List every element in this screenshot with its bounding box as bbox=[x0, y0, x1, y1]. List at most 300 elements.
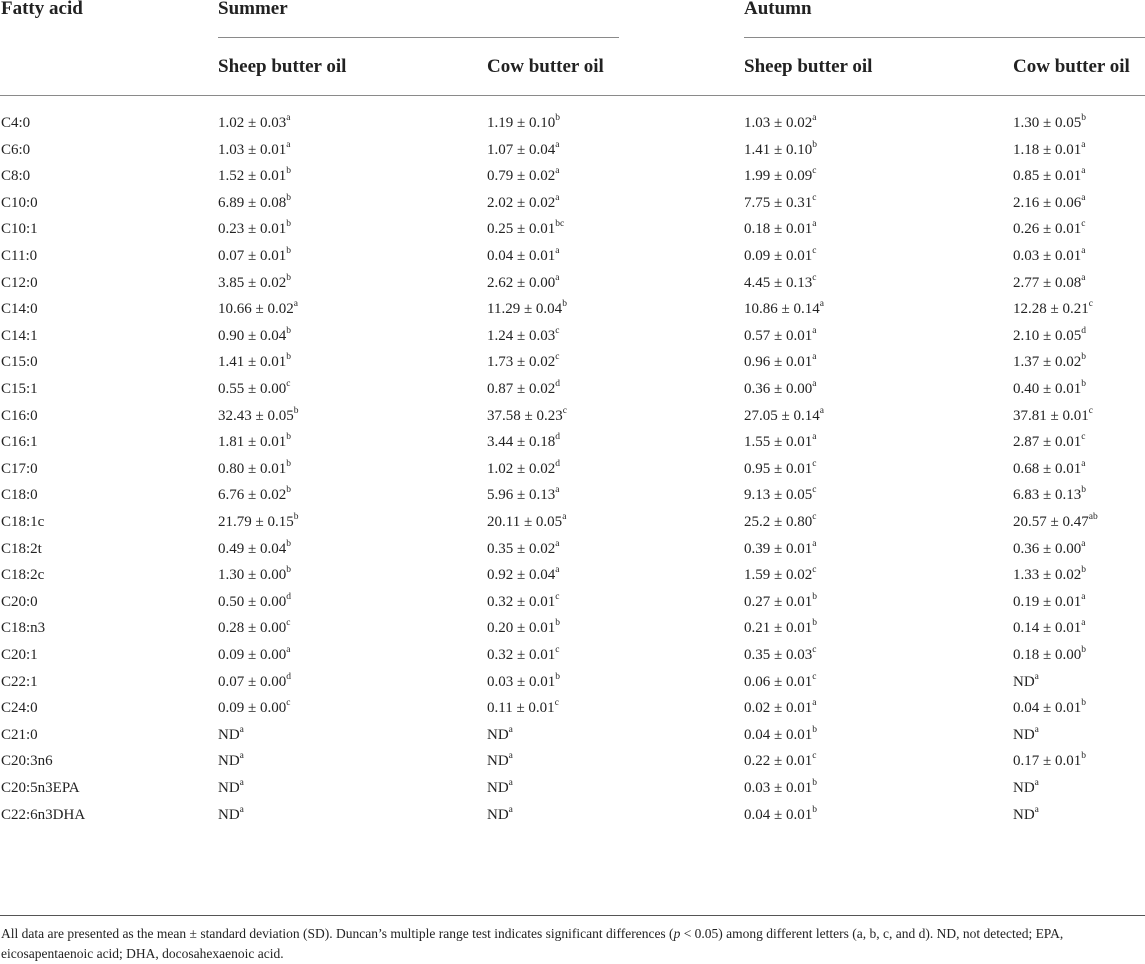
mean-sd-value: 1.41 ± 0.10 bbox=[744, 141, 813, 158]
summer-sheep-value bbox=[218, 536, 291, 562]
mean-sd-value: 6.83 ± 0.13 bbox=[1013, 487, 1082, 504]
mean-sd-value: 0.03 ± 0.01 bbox=[744, 780, 813, 796]
table-row bbox=[0, 695, 1145, 722]
summer-cow-value bbox=[487, 802, 513, 828]
table-row bbox=[0, 562, 1145, 589]
fatty-acid-name: C10:0 bbox=[1, 194, 38, 211]
significance-letter: c bbox=[812, 645, 817, 655]
significance-letter: a bbox=[239, 778, 244, 788]
significance-letter: b bbox=[1081, 379, 1086, 389]
header-fatty-acid: Fatty acid bbox=[1, 0, 83, 19]
autumn-cow-value bbox=[1013, 429, 1085, 455]
autumn-cow-value bbox=[1013, 216, 1085, 242]
significance-letter: b bbox=[812, 591, 817, 602]
summer-cow-value bbox=[487, 722, 513, 748]
mean-sd-value: 0.79 ± 0.02 bbox=[487, 168, 556, 185]
autumn-cow-value bbox=[1013, 536, 1085, 562]
autumn-sheep-value bbox=[744, 429, 816, 455]
significance-letter: c bbox=[812, 166, 817, 177]
fatty-acid-name: C21:0 bbox=[1, 726, 38, 743]
mean-sd-value: 0.96 ± 0.01 bbox=[744, 354, 813, 371]
table-row bbox=[0, 216, 1145, 243]
summer-sheep-value bbox=[218, 722, 244, 748]
summer-sheep-value bbox=[218, 615, 290, 641]
fatty-acid-name: C18:1c bbox=[1, 514, 45, 530]
mean-sd-value: 2.10 ± 0.05 bbox=[1013, 327, 1082, 344]
fatty-acid-name: C18:n3 bbox=[1, 620, 46, 637]
header-autumn-cow: Cow butter oil bbox=[1013, 56, 1130, 77]
mean-sd-value: 0.92 ± 0.04 bbox=[487, 567, 556, 584]
significance-letter: b bbox=[812, 778, 817, 788]
summer-sheep-value bbox=[218, 695, 290, 721]
mean-sd-value: 0.50 ± 0.00 bbox=[218, 593, 287, 610]
summer-sheep-value bbox=[218, 323, 291, 349]
mean-sd-value: 1.02 ± 0.03 bbox=[218, 115, 287, 131]
mean-sd-value: 0.04 ± 0.01 bbox=[744, 726, 813, 743]
significance-letter: c bbox=[1088, 405, 1093, 416]
significance-letter: b bbox=[293, 405, 299, 416]
summer-sheep-value bbox=[218, 589, 291, 615]
mean-sd-value: 2.16 ± 0.06 bbox=[1013, 194, 1082, 211]
fatty-acid-name: C18:0 bbox=[1, 487, 38, 504]
significance-letter: b bbox=[286, 325, 291, 336]
autumn-cow-value bbox=[1013, 349, 1086, 375]
autumn-sheep-value bbox=[744, 376, 816, 402]
mean-sd-value: 0.68 ± 0.01 bbox=[1013, 460, 1082, 477]
autumn-sheep-value bbox=[744, 110, 816, 136]
significance-letter: b bbox=[286, 352, 291, 363]
significance-letter: c bbox=[555, 325, 560, 336]
autumn-sheep-value bbox=[744, 615, 817, 641]
significance-letter: b bbox=[555, 113, 560, 123]
summer-sheep-value bbox=[218, 349, 291, 375]
autumn-cow-value bbox=[1013, 748, 1086, 774]
mean-sd-value: 0.35 ± 0.03 bbox=[744, 647, 813, 663]
table-bottom-rule bbox=[0, 915, 1145, 916]
mean-sd-value: 0.57 ± 0.01 bbox=[744, 327, 813, 344]
autumn-cow-value bbox=[1013, 509, 1098, 535]
summer-sheep-value bbox=[218, 403, 298, 429]
significance-letter: a bbox=[812, 538, 817, 549]
mean-sd-value: ND bbox=[487, 726, 509, 743]
mean-sd-value: 1.07 ± 0.04 bbox=[487, 141, 556, 158]
significance-letter: a bbox=[555, 192, 560, 203]
autumn-cow-value bbox=[1013, 110, 1086, 136]
mean-sd-value: 3.85 ± 0.02 bbox=[218, 274, 287, 291]
summer-sheep-value bbox=[218, 748, 244, 774]
mean-sd-value: 1.30 ± 0.05 bbox=[1013, 115, 1082, 131]
summer-sheep-value bbox=[218, 562, 291, 588]
autumn-sheep-value bbox=[744, 296, 824, 322]
table-row bbox=[0, 536, 1145, 563]
significance-letter: b bbox=[286, 219, 291, 230]
significance-letter: a bbox=[819, 299, 824, 310]
autumn-sheep-value bbox=[744, 456, 816, 482]
significance-letter: d bbox=[286, 591, 291, 602]
mean-sd-value: 1.81 ± 0.01 bbox=[218, 434, 287, 451]
mean-sd-value: 1.02 ± 0.02 bbox=[487, 460, 556, 477]
significance-letter: a bbox=[1081, 618, 1086, 629]
mean-sd-value: ND bbox=[1013, 780, 1035, 796]
significance-letter: c bbox=[554, 698, 559, 709]
significance-letter: b bbox=[286, 246, 291, 256]
fatty-acid-name: C16:0 bbox=[1, 407, 38, 424]
significance-letter: a bbox=[508, 778, 513, 788]
mean-sd-value: 1.41 ± 0.01 bbox=[218, 354, 287, 371]
summer-cow-value bbox=[487, 429, 560, 455]
mean-sd-value: 0.11 ± 0.01 bbox=[487, 700, 555, 717]
significance-letter: b bbox=[812, 804, 817, 815]
mean-sd-value: 0.07 ± 0.00 bbox=[218, 673, 287, 690]
autumn-cow-value bbox=[1013, 802, 1039, 828]
autumn-cow-value bbox=[1013, 163, 1085, 189]
autumn-group-rule bbox=[744, 37, 1145, 38]
mean-sd-value: ND bbox=[218, 806, 240, 823]
mean-sd-value: 11.29 ± 0.04 bbox=[487, 301, 563, 318]
significance-letter: b bbox=[812, 139, 817, 150]
summer-cow-value bbox=[487, 615, 560, 641]
summer-cow-value bbox=[487, 323, 559, 349]
significance-letter: b bbox=[812, 618, 817, 629]
autumn-sheep-value bbox=[744, 695, 816, 721]
mean-sd-value: 10.86 ± 0.14 bbox=[744, 301, 820, 318]
significance-letter: a bbox=[812, 698, 817, 709]
mean-sd-value: 0.19 ± 0.01 bbox=[1013, 593, 1082, 610]
table-row bbox=[0, 110, 1145, 137]
mean-sd-value: 0.28 ± 0.00 bbox=[218, 620, 287, 637]
mean-sd-value: 0.22 ± 0.01 bbox=[744, 753, 813, 770]
significance-letter: a bbox=[286, 113, 291, 123]
autumn-sheep-value bbox=[744, 669, 816, 695]
mean-sd-value: 0.87 ± 0.02 bbox=[487, 381, 556, 397]
mean-sd-value: 20.57 ± 0.47 bbox=[1013, 514, 1089, 530]
summer-sheep-value bbox=[218, 243, 291, 269]
significance-letter: a bbox=[286, 645, 291, 655]
mean-sd-value: 0.85 ± 0.01 bbox=[1013, 168, 1082, 185]
mean-sd-value: 0.07 ± 0.01 bbox=[218, 248, 287, 264]
mean-sd-value: 0.04 ± 0.01 bbox=[744, 806, 813, 823]
table-row bbox=[0, 509, 1145, 536]
significance-letter: c bbox=[555, 645, 560, 655]
autumn-sheep-value bbox=[744, 163, 816, 189]
mean-sd-value: 0.55 ± 0.00 bbox=[218, 381, 287, 397]
significance-letter: b bbox=[1081, 751, 1086, 762]
significance-letter: b bbox=[1081, 565, 1086, 576]
autumn-cow-value bbox=[1013, 376, 1086, 402]
summer-sheep-value bbox=[218, 270, 291, 296]
autumn-sheep-value bbox=[744, 243, 816, 269]
mean-sd-value: 0.09 ± 0.00 bbox=[218, 647, 287, 663]
summer-sheep-value bbox=[218, 296, 298, 322]
summer-cow-value bbox=[487, 482, 559, 508]
significance-letter: c bbox=[812, 565, 817, 576]
autumn-sheep-value bbox=[744, 349, 816, 375]
mean-sd-value: 5.96 ± 0.13 bbox=[487, 487, 556, 504]
mean-sd-value: 0.14 ± 0.01 bbox=[1013, 620, 1082, 637]
significance-letter: b bbox=[555, 671, 560, 682]
summer-cow-value bbox=[487, 190, 559, 216]
header-summer: Summer bbox=[218, 0, 288, 19]
significance-letter: a bbox=[1081, 246, 1086, 256]
table-row bbox=[0, 323, 1145, 350]
significance-letter: d bbox=[555, 379, 560, 389]
header-bottom-rule bbox=[0, 95, 1145, 96]
fatty-acid-name: C18:2t bbox=[1, 540, 42, 557]
autumn-sheep-value bbox=[744, 137, 817, 163]
mean-sd-value: 0.04 ± 0.01 bbox=[1013, 700, 1082, 717]
summer-cow-value bbox=[487, 775, 513, 801]
table-row bbox=[0, 456, 1145, 483]
summer-cow-value bbox=[487, 216, 564, 242]
summer-sheep-value bbox=[218, 163, 291, 189]
autumn-cow-value bbox=[1013, 695, 1086, 721]
significance-letter: a bbox=[1081, 458, 1086, 469]
significance-letter: b bbox=[286, 192, 291, 203]
autumn-sheep-value bbox=[744, 775, 817, 801]
autumn-cow-value bbox=[1013, 323, 1086, 349]
summer-cow-value bbox=[487, 349, 559, 375]
fatty-acid-name: C22:1 bbox=[1, 673, 38, 690]
mean-sd-value: 1.18 ± 0.01 bbox=[1013, 141, 1082, 158]
significance-letter: a bbox=[555, 485, 560, 496]
mean-sd-value: 0.36 ± 0.00 bbox=[744, 381, 813, 397]
significance-letter: a bbox=[286, 139, 291, 150]
summer-sheep-value bbox=[218, 376, 290, 402]
significance-letter: a bbox=[1034, 778, 1039, 788]
significance-letter: b bbox=[286, 565, 291, 576]
table-row bbox=[0, 296, 1145, 323]
header-summer-cow: Cow butter oil bbox=[487, 56, 604, 77]
significance-letter: d bbox=[286, 671, 291, 682]
significance-letter: a bbox=[555, 538, 560, 549]
mean-sd-value: ND bbox=[218, 780, 240, 796]
autumn-sheep-value bbox=[744, 536, 816, 562]
mean-sd-value: 3.44 ± 0.18 bbox=[487, 434, 556, 451]
summer-sheep-value bbox=[218, 456, 291, 482]
table-row bbox=[0, 589, 1145, 616]
significance-letter: c bbox=[812, 671, 817, 682]
summer-cow-value bbox=[487, 509, 566, 535]
significance-letter: a bbox=[1081, 192, 1086, 203]
autumn-cow-value bbox=[1013, 775, 1039, 801]
mean-sd-value: 20.11 ± 0.05 bbox=[487, 514, 563, 530]
mean-sd-value: ND bbox=[1013, 726, 1035, 743]
table-row bbox=[0, 802, 1145, 829]
autumn-sheep-value bbox=[744, 589, 817, 615]
significance-letter: a bbox=[812, 432, 817, 443]
autumn-cow-value bbox=[1013, 615, 1085, 641]
significance-letter: a bbox=[819, 405, 824, 416]
header-autumn: Autumn bbox=[744, 0, 812, 19]
mean-sd-value: ND bbox=[1013, 673, 1035, 690]
mean-sd-value: 25.2 ± 0.80 bbox=[744, 514, 813, 530]
mean-sd-value: 0.18 ± 0.00 bbox=[1013, 647, 1082, 663]
summer-cow-value bbox=[487, 270, 559, 296]
mean-sd-value: ND bbox=[218, 753, 240, 770]
mean-sd-value: 27.05 ± 0.14 bbox=[744, 407, 820, 424]
autumn-cow-value bbox=[1013, 190, 1085, 216]
mean-sd-value: 0.25 ± 0.01 bbox=[487, 221, 556, 238]
summer-cow-value bbox=[487, 110, 560, 136]
footnote-text-2: < 0.05) among different letters (a, b, c, and d). ND, not detected; EPA, eicosapentaenoic acid; DHA, docosahexaenoic acid. bbox=[1, 926, 1064, 961]
fatty-acid-name: C22:6n3DHA bbox=[1, 806, 86, 823]
summer-sheep-value bbox=[218, 775, 244, 801]
summer-cow-value bbox=[487, 296, 567, 322]
significance-letter: b bbox=[286, 432, 291, 443]
mean-sd-value: 37.81 ± 0.01 bbox=[1013, 407, 1089, 424]
significance-letter: c bbox=[812, 192, 817, 203]
mean-sd-value: 0.95 ± 0.01 bbox=[744, 460, 813, 477]
significance-letter: b bbox=[286, 485, 291, 496]
mean-sd-value: 0.03 ± 0.01 bbox=[1013, 248, 1082, 264]
summer-sheep-value bbox=[218, 110, 290, 136]
summer-sheep-value bbox=[218, 669, 291, 695]
mean-sd-value: 1.73 ± 0.02 bbox=[487, 354, 556, 371]
fatty-acid-name: C15:1 bbox=[1, 381, 38, 397]
autumn-cow-value bbox=[1013, 722, 1039, 748]
autumn-sheep-value bbox=[744, 482, 816, 508]
summer-sheep-value bbox=[218, 642, 290, 668]
significance-letter: b bbox=[1081, 645, 1086, 655]
mean-sd-value: 2.77 ± 0.08 bbox=[1013, 274, 1082, 291]
mean-sd-value: 0.18 ± 0.01 bbox=[744, 221, 813, 238]
significance-letter: a bbox=[1081, 591, 1086, 602]
significance-letter: b bbox=[812, 724, 817, 735]
fatty-acid-name: C4:0 bbox=[1, 115, 31, 131]
summer-cow-value bbox=[487, 456, 560, 482]
mean-sd-value: 0.23 ± 0.01 bbox=[218, 221, 287, 238]
significance-letter: c bbox=[286, 618, 291, 629]
significance-letter: c bbox=[812, 458, 817, 469]
footnote-p: p bbox=[673, 926, 681, 941]
summer-sheep-value bbox=[218, 429, 291, 455]
table-row bbox=[0, 429, 1145, 456]
fatty-acid-name: C14:0 bbox=[1, 301, 38, 318]
mean-sd-value: 0.90 ± 0.04 bbox=[218, 327, 287, 344]
mean-sd-value: 0.26 ± 0.01 bbox=[1013, 221, 1082, 238]
mean-sd-value: 2.62 ± 0.00 bbox=[487, 274, 556, 291]
mean-sd-value: 0.40 ± 0.01 bbox=[1013, 381, 1082, 397]
summer-cow-value bbox=[487, 536, 559, 562]
significance-letter: b bbox=[555, 618, 560, 629]
mean-sd-value: 1.24 ± 0.03 bbox=[487, 327, 556, 344]
significance-letter: a bbox=[812, 379, 817, 389]
significance-letter: c bbox=[555, 591, 560, 602]
significance-letter: c bbox=[1081, 432, 1086, 443]
significance-letter: a bbox=[555, 166, 560, 177]
significance-letter: a bbox=[812, 113, 817, 123]
table-row bbox=[0, 669, 1145, 696]
table-row bbox=[0, 137, 1145, 164]
significance-letter: a bbox=[1081, 272, 1086, 283]
fatty-acid-name: C8:0 bbox=[1, 168, 31, 185]
mean-sd-value: ND bbox=[487, 806, 509, 823]
mean-sd-value: 1.03 ± 0.02 bbox=[744, 115, 813, 131]
autumn-cow-value bbox=[1013, 642, 1086, 668]
significance-letter: c bbox=[1088, 299, 1093, 310]
fatty-acid-name: C10:1 bbox=[1, 221, 38, 238]
significance-letter: a bbox=[1034, 671, 1039, 682]
autumn-sheep-value bbox=[744, 562, 816, 588]
mean-sd-value: 2.02 ± 0.02 bbox=[487, 194, 556, 211]
summer-cow-value bbox=[487, 562, 559, 588]
summer-sheep-value bbox=[218, 216, 291, 242]
autumn-sheep-value bbox=[744, 270, 816, 296]
autumn-sheep-value bbox=[744, 190, 816, 216]
significance-letter: a bbox=[1034, 804, 1039, 815]
autumn-sheep-value bbox=[744, 802, 817, 828]
summer-group-rule bbox=[218, 37, 619, 38]
autumn-cow-value bbox=[1013, 243, 1085, 269]
fatty-acid-name: C20:3n6 bbox=[1, 753, 53, 770]
significance-letter: c bbox=[812, 512, 817, 522]
significance-letter: b bbox=[286, 458, 291, 469]
significance-letter: a bbox=[239, 751, 244, 762]
mean-sd-value: 0.39 ± 0.01 bbox=[744, 540, 813, 557]
significance-letter: a bbox=[812, 325, 817, 336]
fatty-acid-name: C24:0 bbox=[1, 700, 38, 717]
significance-letter: ab bbox=[1088, 512, 1098, 522]
mean-sd-value: 0.03 ± 0.01 bbox=[487, 673, 556, 690]
table-row bbox=[0, 349, 1145, 376]
significance-letter: a bbox=[508, 724, 513, 735]
significance-letter: c bbox=[555, 352, 560, 363]
significance-letter: c bbox=[812, 485, 817, 496]
summer-cow-value bbox=[487, 243, 559, 269]
mean-sd-value: ND bbox=[487, 753, 509, 770]
table-row bbox=[0, 748, 1145, 775]
significance-letter: a bbox=[555, 246, 560, 256]
significance-letter: d bbox=[555, 432, 560, 443]
significance-letter: a bbox=[1081, 139, 1086, 150]
table-row bbox=[0, 642, 1145, 669]
mean-sd-value: 0.20 ± 0.01 bbox=[487, 620, 556, 637]
significance-letter: a bbox=[508, 804, 513, 815]
significance-letter: c bbox=[1081, 219, 1086, 230]
mean-sd-value: 1.33 ± 0.02 bbox=[1013, 567, 1082, 584]
autumn-cow-value bbox=[1013, 296, 1093, 322]
summer-cow-value bbox=[487, 376, 560, 402]
autumn-sheep-value bbox=[744, 748, 816, 774]
significance-letter: b bbox=[562, 299, 567, 310]
footnote-text-1: All data are presented as the mean ± standard deviation (SD). Duncan’s multiple range test indicates significant differences ( bbox=[1, 926, 674, 941]
table-row bbox=[0, 270, 1145, 297]
summer-cow-value bbox=[487, 403, 567, 429]
significance-letter: b bbox=[1081, 485, 1086, 496]
mean-sd-value: 1.37 ± 0.02 bbox=[1013, 354, 1082, 371]
significance-letter: b bbox=[1081, 698, 1086, 709]
summer-sheep-value bbox=[218, 802, 244, 828]
significance-letter: a bbox=[1034, 724, 1039, 735]
autumn-sheep-value bbox=[744, 509, 816, 535]
mean-sd-value: 1.59 ± 0.02 bbox=[744, 567, 813, 584]
autumn-cow-value bbox=[1013, 482, 1086, 508]
autumn-sheep-value bbox=[744, 216, 816, 242]
fatty-acid-name: C15:0 bbox=[1, 354, 38, 371]
autumn-cow-value bbox=[1013, 403, 1093, 429]
mean-sd-value: 0.49 ± 0.04 bbox=[218, 540, 287, 557]
mean-sd-value: 1.03 ± 0.01 bbox=[218, 141, 287, 158]
mean-sd-value: 12.28 ± 0.21 bbox=[1013, 301, 1089, 318]
autumn-cow-value bbox=[1013, 137, 1085, 163]
significance-letter: c bbox=[812, 272, 817, 283]
significance-letter: b bbox=[293, 512, 299, 522]
mean-sd-value: ND bbox=[218, 726, 240, 743]
summer-cow-value bbox=[487, 589, 559, 615]
mean-sd-value: 0.21 ± 0.01 bbox=[744, 620, 813, 637]
significance-letter: c bbox=[812, 751, 817, 762]
significance-letter: a bbox=[555, 139, 560, 150]
